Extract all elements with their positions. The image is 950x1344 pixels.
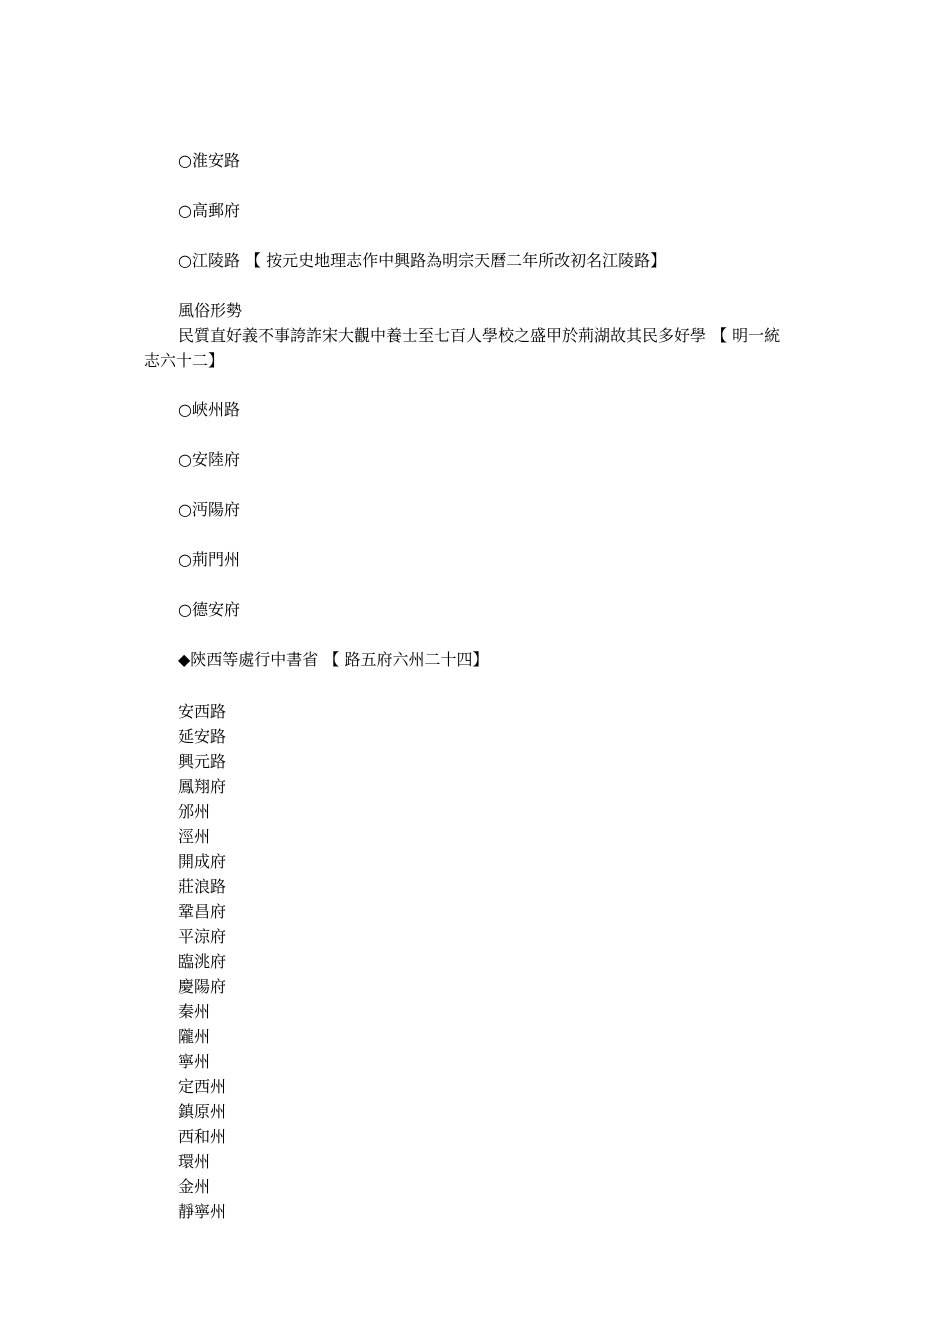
list-item: 西和州	[178, 1127, 227, 1146]
list-item: 秦州	[178, 1002, 211, 1021]
entry-jingmen-zhou: ○荊門州	[178, 550, 240, 569]
list-item: 涇州	[178, 827, 211, 846]
entry-gaoyou-fu: ○高郵府	[178, 201, 240, 220]
list-item: 平涼府	[178, 927, 227, 946]
entry-huaian-lu: ○淮安路	[178, 151, 240, 170]
list-item: 鳳翔府	[178, 777, 227, 796]
entry-dean-fu: ○德安府	[178, 600, 240, 619]
list-item: 邠州	[178, 802, 211, 821]
list-item: 延安路	[178, 727, 227, 746]
list-item: 寧州	[178, 1052, 211, 1071]
list-item: 隴州	[178, 1027, 211, 1046]
paragraph-line-2: 志六十二】	[144, 351, 225, 370]
list-item: 開成府	[178, 852, 227, 871]
list-item: 靜寧州	[178, 1202, 227, 1221]
section-heading: 風俗形勢	[178, 301, 243, 320]
entry-jiangling-lu: ○江陵路 【 按元史地理志作中興路為明宗天曆二年所改初名江陵路】	[178, 251, 667, 270]
list-item: 環州	[178, 1152, 211, 1171]
list-item: 興元路	[178, 752, 227, 771]
entry-mianyang-fu: ○沔陽府	[178, 500, 240, 519]
list-item: 定西州	[178, 1077, 227, 1096]
paragraph-line-1: 民質直好義不事誇詐宋大觀中養士至七百人學校之盛甲於荊湖故其民多好學 【 明一統	[178, 326, 781, 345]
list-item: 安西路	[178, 702, 227, 721]
place-list	[178, 699, 226, 1224]
province-heading: ◆陝西等處行中書省 【 路五府六州二十四】	[178, 650, 489, 669]
list-item: 莊浪路	[178, 877, 227, 896]
list-item: 臨洮府	[178, 952, 227, 971]
list-item: 鞏昌府	[178, 902, 227, 921]
entry-anlu-fu: ○安陸府	[178, 450, 240, 469]
entry-xiazhou-lu: ○峽州路	[178, 400, 240, 419]
list-item: 慶陽府	[178, 977, 227, 996]
list-item: 金州	[178, 1177, 211, 1196]
list-item: 鎮原州	[178, 1102, 227, 1121]
